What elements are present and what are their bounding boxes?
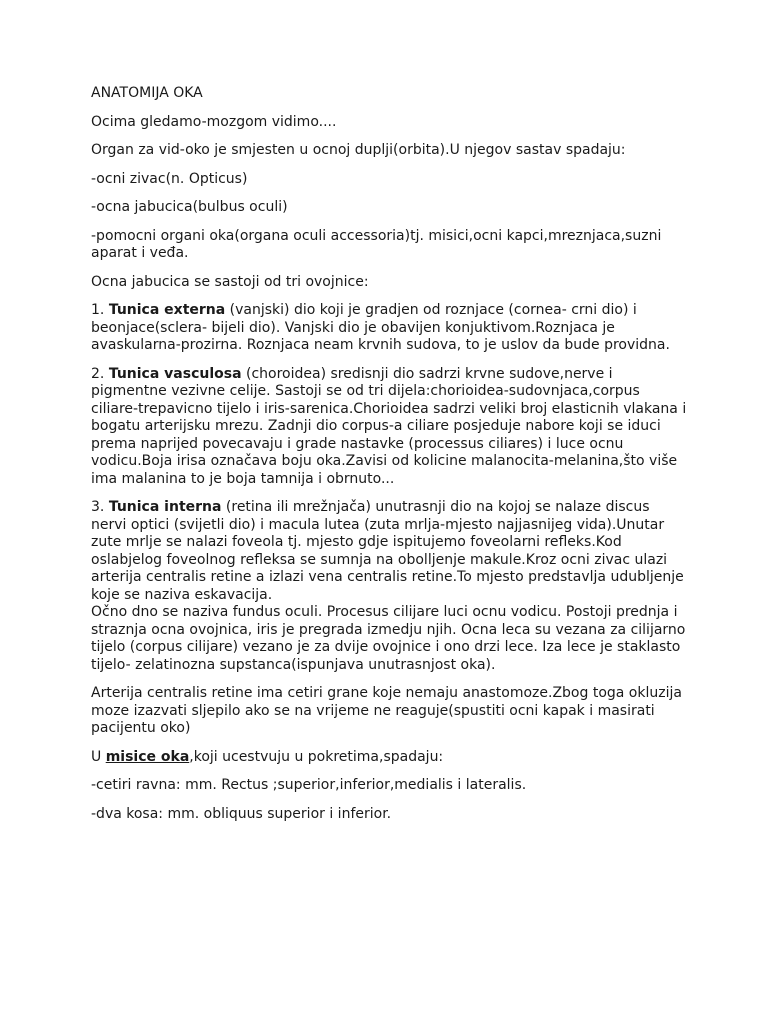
list-item-optic-nerve: -ocni zivac(n. Opticus) — [91, 170, 248, 187]
list-item-accessory-organs: -pomocni organi oka(organa oculi accessoria)tj. misici,ocni kapci,mreznjaca,suzni aparat i veđa. — [91, 227, 662, 261]
tunica-externa-number: 1. — [91, 302, 109, 318]
arterija-paragraph: Arterija centralis retine ima cetiri grane koje nemaju anastomoze.Zbog toga okluzija moze izazvati sljepilo ako se na vrijeme ne reaguje(spustiti ocni kapak i masirati pacijentu oko) — [91, 685, 682, 736]
muscles-prefix: U — [91, 748, 106, 765]
tunica-vasculosa-number: 2. — [91, 365, 109, 382]
intro-paragraph: Ocima gledamo-mozgom vidimo.... — [91, 113, 337, 130]
tunica-interna-continuation: Očno dno se naziva fundus oculi. Procesus cilijare luci ocnu vodicu. Postoji prednja i straznja ocna ovojnica, iris je pregrada izmedju njih. Ocna leca su vezana za cilijarno tijelo (corpus cilijare) vezano je za dvije ovojnice i ono drzi lece. Iza lece je staklasto tijelo- zelatinozna supstanca(ispunjava unutrasnjost oka). — [91, 604, 686, 673]
tunica-vasculosa-text: (choroidea) sredisnji dio sadrzi krvne sudove,nerve i pigmentne vezivne celije. Sastoji se od tri dijela:chorioidea-sudovnjaca,corpus ciliare-trepavicno tijelo i iris-sarenica.Chorioidea sadrzi veliki broj elasticnih vlakana i bogatu arterijsku mrezu. Zadnji dio corpus-a ciliare posjeduje nabore koji se iduci prema naprijed povecavaju i grade nastavke (processus ciliares) i luce ocnu vodicu.Boja irisa označava boju oka.Zavisi od kolicine malanocita-melanina,što više ima malanina to je boja tamnija i obrnuto... — [91, 365, 687, 487]
document-page — [91, 85, 687, 834]
tunica-interna-number: 3. — [91, 499, 109, 515]
document-title: ANATOMIJA OKA — [91, 85, 203, 101]
tunica-interna-text: (retina ili mrežnjača) unutrasnji dio na kojoj se nalaze discus nervi optici (svijetli dio) i macula lutea (zuta mrlja-mjesto najjasnijeg vida).Unutar zute mrlje se nalazi foveola tj. mjesto gdje ispitujemo foveolarni refleks.Kod oslabjelog foveolnog refleksa se sumnja na obolljenje makule.Kroz ocni zivac ulazi arterija centralis retine a izlazi vena centralis retine.To mjesto predstavlja udubljenje koje se naziva eskavacija. — [91, 499, 684, 603]
layers-intro-paragraph: Ocna jabucica se sastoji od tri ovojnice: — [91, 273, 369, 290]
muscles-link[interactable]: misice oka — [105, 748, 190, 765]
tunica-interna-term: Tunica interna — [108, 499, 222, 515]
tunica-externa-paragraph — [91, 302, 687, 355]
tunica-vasculosa-paragraph — [91, 366, 687, 489]
list-item-eyeball: -ocna jabucica(bulbus oculi) — [91, 199, 288, 215]
muscles-suffix: ,koji ucestvuju u pokretima,spadaju: — [189, 748, 444, 765]
tunica-externa-text: (vanjski) dio koji je gradjen od roznjace (cornea- crni dio) i beonjace(sclera- bijeli dio). Vanjski dio je obavijen konjuktivom.Roznjaca je avaskularna-prozirna. Roznjaca neam krvnih sudova, to je uslov da bude providna. — [91, 302, 670, 353]
tunica-externa-term: Tunica externa — [108, 302, 226, 318]
tunica-vasculosa-term: Tunica vasculosa — [108, 365, 242, 382]
list-item-oblique-muscles: -dva kosa: mm. obliquus superior i inferior. — [91, 805, 392, 822]
organ-paragraph: Organ za vid-oko je smjesten u ocnoj duplji(orbita).U njegov sastav spadaju: — [91, 142, 626, 158]
tunica-interna-paragraph — [91, 499, 687, 674]
muscles-paragraph — [91, 749, 687, 767]
list-item-straight-muscles: -cetiri ravna: mm. Rectus ;superior,inferior,medialis i lateralis. — [91, 777, 527, 793]
